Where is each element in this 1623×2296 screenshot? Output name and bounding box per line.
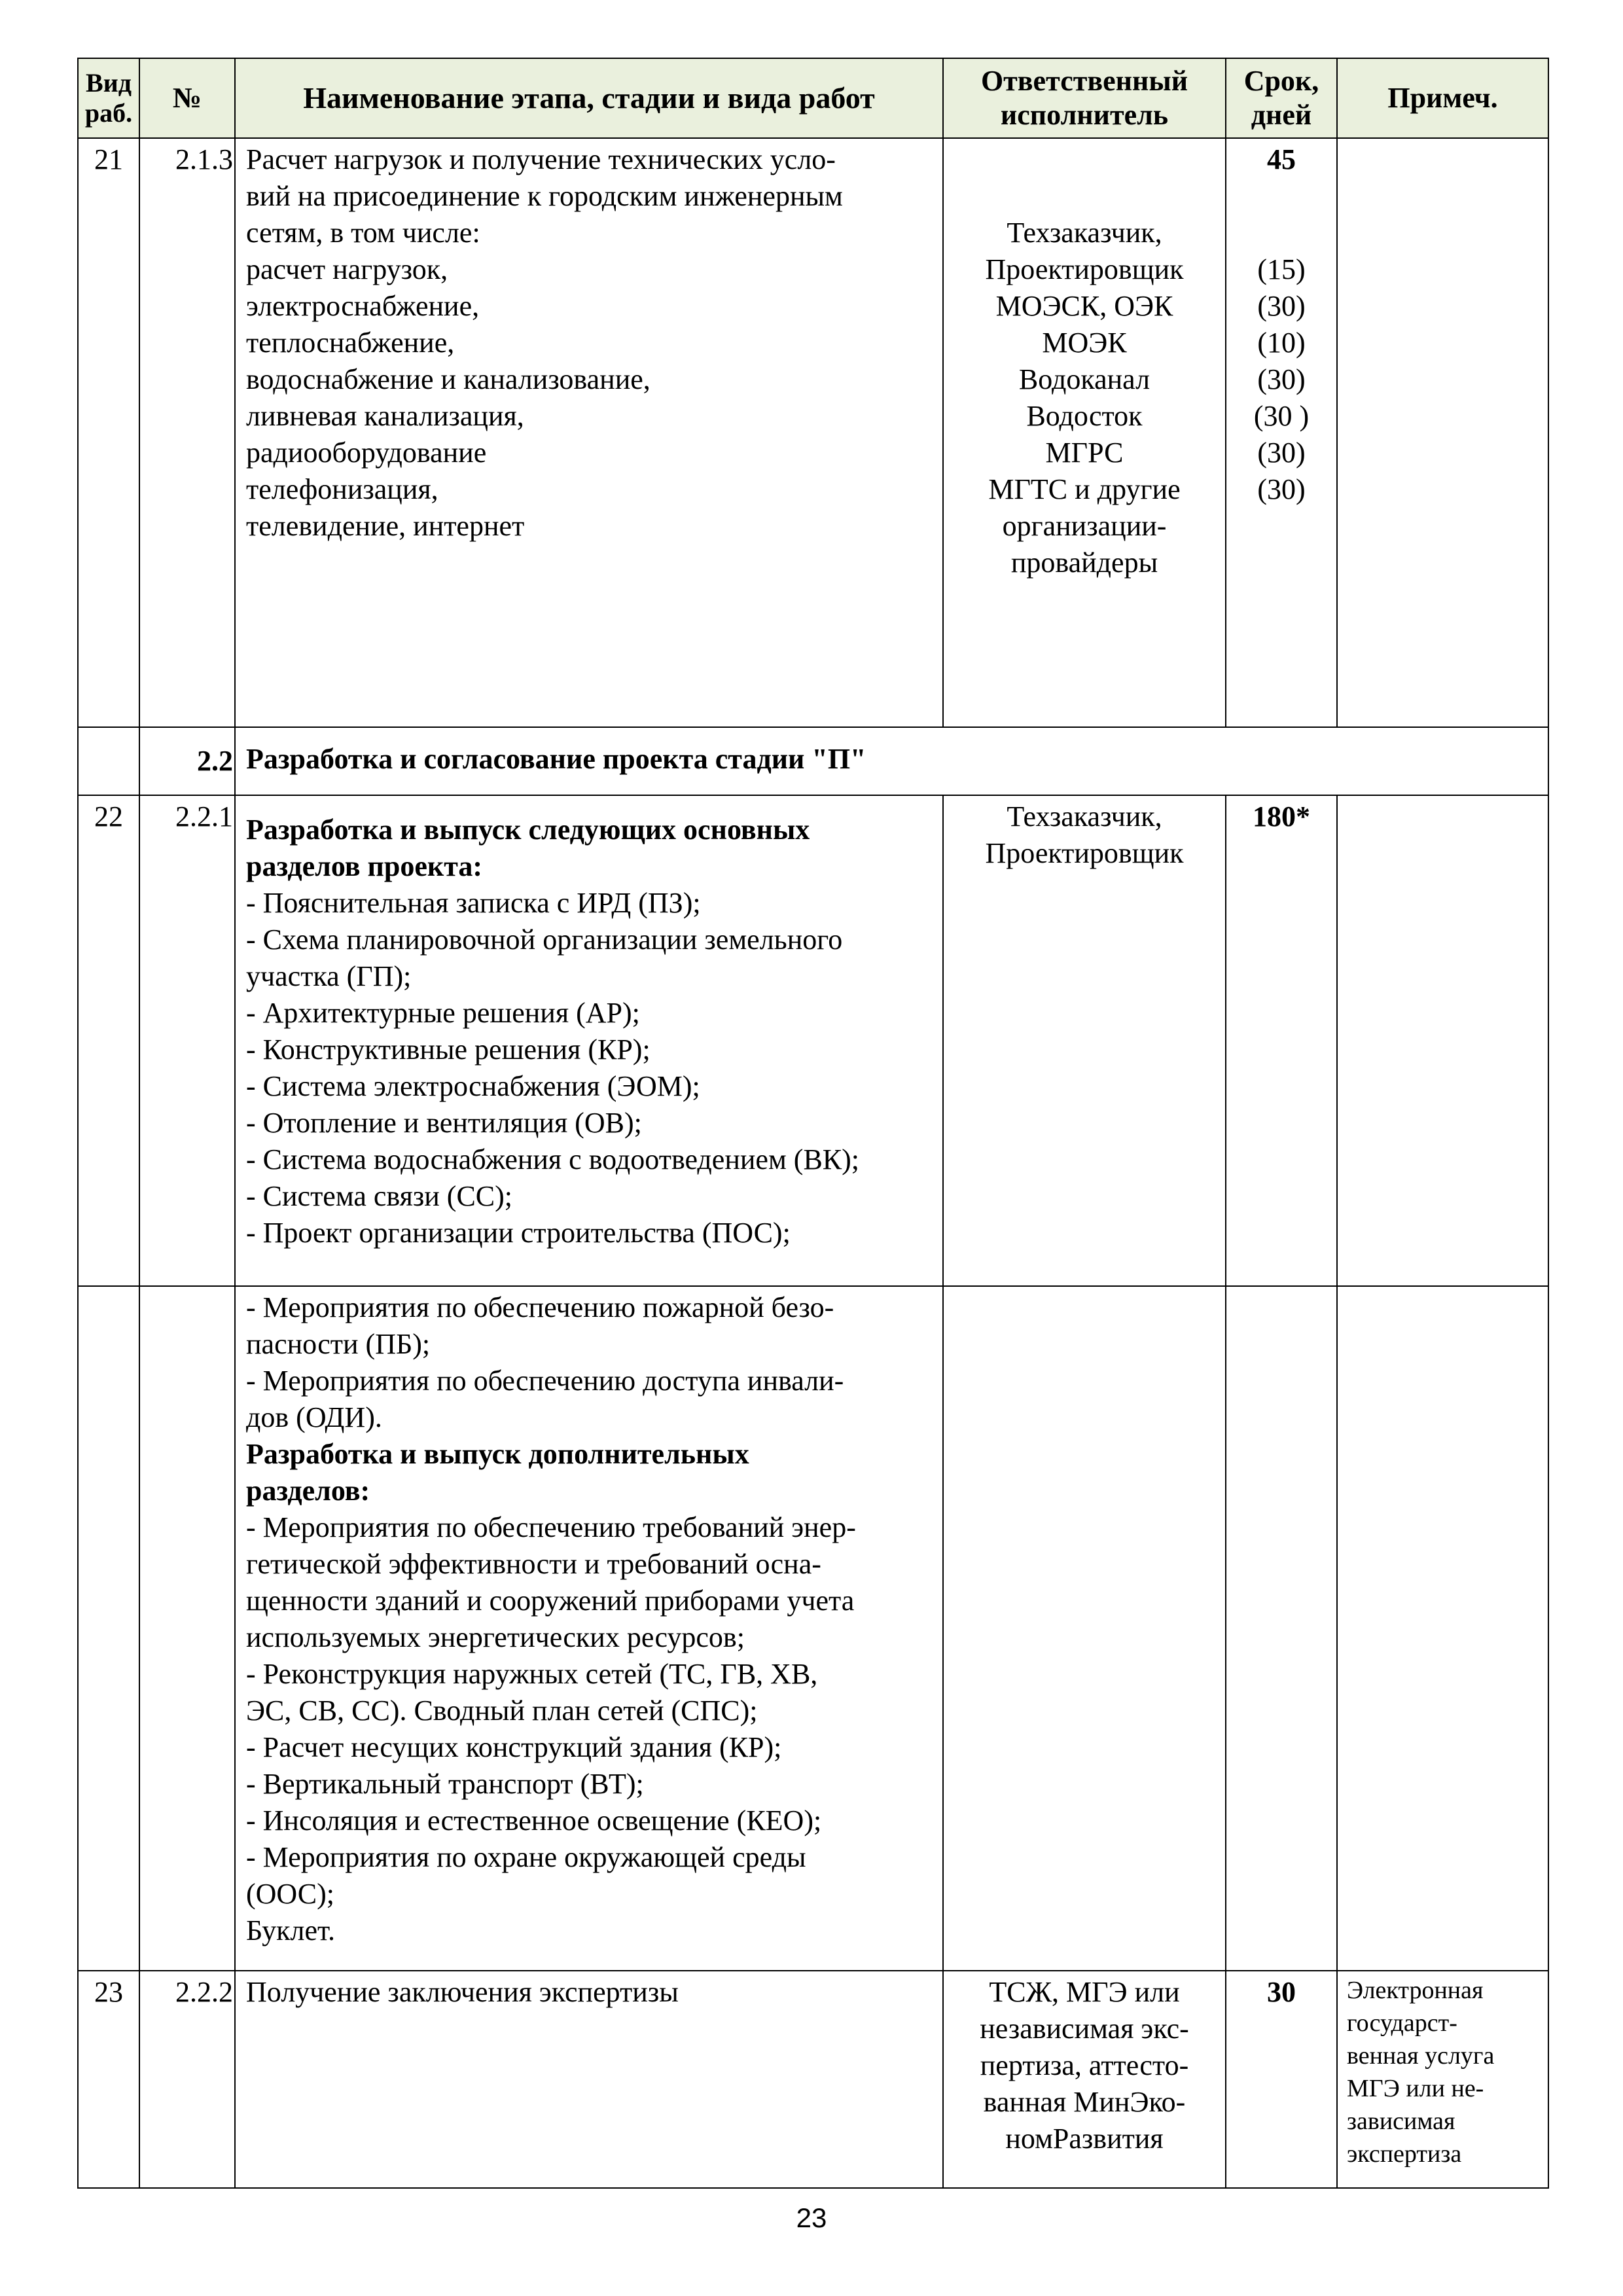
row-vid: 23 bbox=[78, 1971, 139, 2188]
row-term: 30 bbox=[1226, 1971, 1337, 2188]
desc-line: теплоснабжение, bbox=[246, 327, 455, 359]
table-row bbox=[78, 1286, 1548, 1971]
note-line: венная услуга bbox=[1347, 2042, 1495, 2070]
row-note bbox=[1337, 1286, 1548, 1971]
row-note bbox=[1337, 1971, 1548, 2188]
row-term: 180* bbox=[1226, 795, 1337, 1286]
resp-line: Водоканал bbox=[1018, 363, 1150, 395]
row-desc bbox=[235, 138, 943, 727]
stage-num: 2.2 bbox=[139, 727, 235, 795]
desc-line: радиооборудование bbox=[246, 437, 487, 469]
row-desc bbox=[235, 795, 943, 1286]
resp-line: пертиза, аттесто- bbox=[980, 2049, 1189, 2081]
desc-line: - Архитектурные решения (АР); bbox=[246, 997, 640, 1029]
row-desc bbox=[235, 1286, 943, 1971]
desc-heading-line: разделов: bbox=[246, 1475, 370, 1507]
resp-line: Проектировщик bbox=[985, 253, 1184, 285]
row-vid: 22 bbox=[78, 795, 139, 1286]
desc-line: - Система водоснабжения с водоотведением (ВК); bbox=[246, 1143, 860, 1175]
desc-heading-line: Разработка и выпуск дополнительных bbox=[246, 1438, 749, 1470]
desc-line: - Мероприятия по обеспечению требований энер- bbox=[246, 1511, 856, 1543]
desc-line: участка (ГП); bbox=[246, 960, 412, 992]
header-resp: Ответственный исполнитель bbox=[943, 58, 1226, 138]
resp-line: МОЭСК, ОЭК bbox=[995, 290, 1173, 322]
desc-line: - Система электроснабжения (ЭОМ); bbox=[246, 1070, 700, 1102]
resp-line: провайдеры bbox=[1010, 547, 1158, 579]
desc-line: - Мероприятия по охране окружающей среды bbox=[246, 1841, 806, 1873]
desc-line: водоснабжение и канализование, bbox=[246, 363, 651, 395]
desc-heading-line: разделов проекта: bbox=[246, 850, 483, 882]
term-line: (30) bbox=[1257, 363, 1306, 395]
desc-line: Буклет. bbox=[246, 1914, 335, 1946]
header-num: № bbox=[139, 58, 235, 138]
resp-line: Техзаказчик, bbox=[1007, 800, 1162, 833]
desc-line: щенности зданий и сооружений приборами учета bbox=[246, 1585, 855, 1617]
desc-line: - Пояснительная записка с ИРД (ПЗ); bbox=[246, 887, 701, 919]
note-line: МГЭ или не- bbox=[1347, 2075, 1484, 2102]
spacer bbox=[1226, 178, 1336, 215]
row-vid bbox=[78, 727, 139, 795]
resp-line: ванная МинЭко- bbox=[983, 2086, 1186, 2118]
resp-line: номРазвития bbox=[1005, 2123, 1164, 2155]
desc-line: дов (ОДИ). bbox=[246, 1401, 382, 1433]
header-note: Примеч. bbox=[1337, 58, 1548, 138]
header-term: Срок, дней bbox=[1226, 58, 1337, 138]
desc-line: телевидение, интернет bbox=[246, 510, 525, 542]
desc-line: - Расчет несущих конструкций здания (КР); bbox=[246, 1731, 782, 1763]
row-vid bbox=[78, 1286, 139, 1971]
row-resp bbox=[943, 138, 1226, 727]
note-line: государст- bbox=[1347, 2009, 1457, 2037]
note-line: Электронная bbox=[1347, 1977, 1484, 2004]
term-line: (10) bbox=[1257, 327, 1306, 359]
desc-line: - Вертикальный транспорт (ВТ); bbox=[246, 1768, 644, 1800]
row-num: 2.1.3 bbox=[139, 138, 235, 727]
desc-line: вий на присоединение к городским инженерным bbox=[246, 180, 843, 212]
desc-line: - Реконструкция наружных сетей (ТС, ГВ, ХВ, bbox=[246, 1658, 818, 1690]
row-resp bbox=[943, 1971, 1226, 2188]
stage-row bbox=[78, 727, 1548, 795]
desc-line: телефонизация, bbox=[246, 473, 438, 505]
table-row bbox=[78, 1971, 1548, 2188]
row-num: 2.2.2 bbox=[139, 1971, 235, 2188]
desc-line: используемых энергетических ресурсов; bbox=[246, 1621, 745, 1653]
term-line: (30) bbox=[1257, 473, 1306, 505]
term-line: (30) bbox=[1257, 290, 1306, 322]
table-row bbox=[78, 138, 1548, 727]
header-name: Наименование этапа, стадии и вида работ bbox=[235, 58, 943, 138]
term-line: (30 ) bbox=[1253, 400, 1310, 432]
resp-line: МОЭК bbox=[1042, 327, 1127, 359]
resp-line: независимая экс- bbox=[980, 2013, 1189, 2045]
desc-line: сетям, в том числе: bbox=[246, 217, 480, 249]
desc-line: - Конструктивные решения (КР); bbox=[246, 1033, 651, 1066]
row-resp bbox=[943, 1286, 1226, 1971]
resp-line: МГРС bbox=[1045, 437, 1124, 469]
row-desc: Получение заключения экспертизы bbox=[235, 1971, 943, 2188]
row-vid: 21 bbox=[78, 138, 139, 727]
desc-line: - Мероприятия по обеспечению доступа инвали- bbox=[246, 1365, 844, 1397]
row-note bbox=[1337, 795, 1548, 1286]
desc-line: - Инсоляция и естественное освещение (КЕО); bbox=[246, 1804, 822, 1837]
table-header-row bbox=[78, 58, 1548, 138]
desc-line: расчет нагрузок, bbox=[246, 253, 448, 285]
resp-line: МГТС и другие bbox=[988, 473, 1181, 505]
resp-line: Водосток bbox=[1026, 400, 1143, 432]
desc-line: (ООС); bbox=[246, 1878, 334, 1910]
resp-line: ТСЖ, МГЭ или bbox=[989, 1976, 1180, 2008]
desc-line: электроснабжение, bbox=[246, 290, 480, 322]
row-term bbox=[1226, 1286, 1337, 1971]
row-resp bbox=[943, 795, 1226, 1286]
spacer bbox=[1226, 215, 1336, 251]
desc-line: гетической эффективности и требований осна- bbox=[246, 1548, 821, 1580]
term-line: (15) bbox=[1257, 253, 1306, 285]
desc-line: - Проект организации строительства (ПОС); bbox=[246, 1217, 791, 1249]
row-note bbox=[1337, 138, 1548, 727]
desc-line: - Отопление и вентиляция (ОВ); bbox=[246, 1107, 642, 1139]
term-total: 45 bbox=[1267, 143, 1296, 175]
table-row bbox=[78, 795, 1548, 1286]
desc-heading-line: Разработка и выпуск следующих основных bbox=[246, 814, 810, 846]
desc-line: - Система связи (СС); bbox=[246, 1180, 513, 1212]
resp-line: Проектировщик bbox=[985, 837, 1184, 869]
work-schedule-table bbox=[77, 58, 1549, 2189]
resp-line: Техзаказчик, bbox=[1007, 217, 1162, 249]
desc-line: ЭС, СВ, СС). Сводный план сетей (СПС); bbox=[246, 1695, 758, 1727]
page-number: 23 bbox=[796, 2202, 827, 2233]
document-page bbox=[77, 58, 1548, 2189]
term-line: (30) bbox=[1257, 437, 1306, 469]
row-term bbox=[1226, 138, 1337, 727]
desc-line: - Схема планировочной организации земельного bbox=[246, 924, 843, 956]
row-num: 2.2.1 bbox=[139, 795, 235, 1286]
header-vid: Вид раб. bbox=[78, 58, 139, 138]
desc-line: - Мероприятия по обеспечению пожарной безо- bbox=[246, 1291, 834, 1323]
note-line: зависимая bbox=[1347, 2108, 1455, 2135]
desc-line: ливневая канализация, bbox=[246, 400, 524, 432]
stage-title: Разработка и согласование проекта стадии "П" bbox=[235, 727, 1548, 795]
resp-line: организации- bbox=[1002, 510, 1167, 542]
row-num bbox=[139, 1286, 235, 1971]
desc-line: пасности (ПБ); bbox=[246, 1328, 431, 1360]
desc-line: Расчет нагрузок и получение технических усло- bbox=[246, 143, 836, 175]
note-line: экспертиза bbox=[1347, 2140, 1462, 2168]
